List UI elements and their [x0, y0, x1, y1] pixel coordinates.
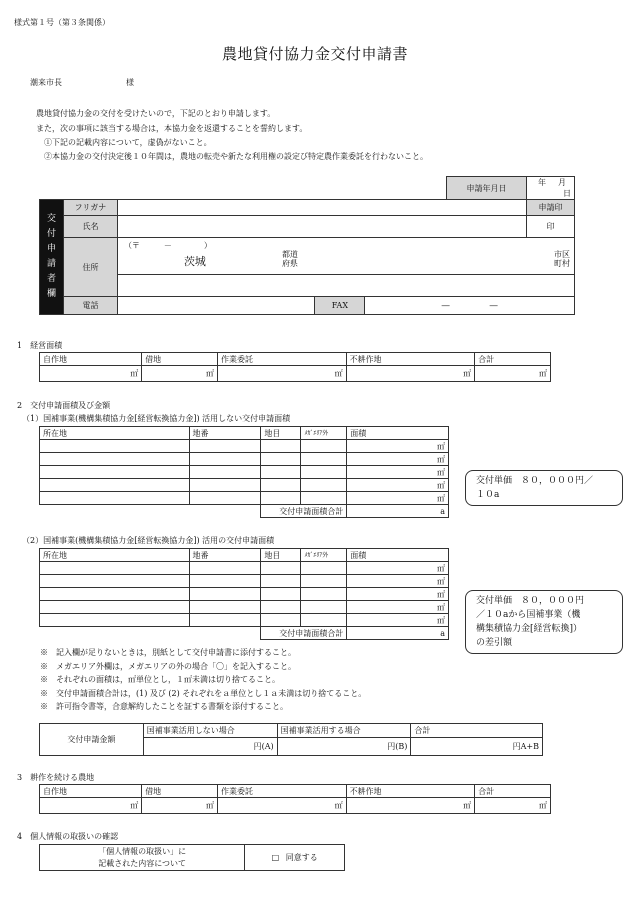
- sec4-heading: 4 個人情報の取扱いの確認: [17, 832, 119, 841]
- area-field[interactable]: ㎡: [347, 492, 449, 505]
- fax-field[interactable]: ― ―: [365, 297, 575, 315]
- applicant-table: [39, 176, 575, 315]
- parcel-table-2: [39, 548, 449, 640]
- amount-col-with: 国補事業活用する場合: [277, 724, 411, 738]
- applicant-side-label: 交付申請者欄: [40, 200, 64, 315]
- intro-line-4: ②本協力金の交付決定後１０年間は，農地の転売や新たな利用権の設定び特定農作業委託を行わないこと。: [44, 152, 428, 161]
- area-field[interactable]: ㎡: [218, 366, 347, 382]
- continued-farmland-table: [39, 784, 551, 814]
- unit-price-note-2: 交付単価 ８０，０００円 ／１０aから国補事業（機 構集積協力金[経営転換]） の差引額: [465, 590, 623, 654]
- area-field[interactable]: ㎡: [347, 588, 449, 601]
- addressee-honorific: 様: [126, 78, 134, 87]
- furigana-label: フリガナ: [63, 200, 117, 216]
- fax-label: FAX: [315, 297, 365, 315]
- total-label-2: 交付申請面積合計: [261, 627, 347, 640]
- todofuken-label: 都道 府県: [281, 250, 298, 268]
- area-field[interactable]: ㎡: [218, 798, 347, 814]
- area-field[interactable]: ㎡: [347, 614, 449, 627]
- area-field[interactable]: ㎡: [347, 440, 449, 453]
- sec2-sub2: （2）国補事業(機構集積協力金[経営転換協力金]) 活用の交付申請面積: [22, 536, 275, 545]
- area-field[interactable]: ㎡: [142, 366, 218, 382]
- total-label-1: 交付申請面積合計: [261, 505, 347, 518]
- area-field[interactable]: ㎡: [475, 798, 551, 814]
- col-jisakuchi: 自作地: [40, 353, 142, 366]
- area-field[interactable]: ㎡: [347, 466, 449, 479]
- amount-a-field[interactable]: 円(A): [143, 738, 277, 756]
- sec2-sub1: （1）国補事業(機構集積協力金[経営転換協力金]) 活用しない交付申請面積: [22, 414, 291, 423]
- total-field-2[interactable]: a: [347, 627, 449, 640]
- form-number: 様式第１号（第３条関係）: [14, 18, 110, 27]
- col-area: 面積: [347, 427, 449, 440]
- intro-line-3: ①下記の記載内容について，虚偽がないこと。: [44, 138, 212, 147]
- col-total: 合計: [475, 785, 551, 798]
- date-field[interactable]: 年 月 日: [527, 177, 575, 200]
- area-field[interactable]: ㎡: [347, 575, 449, 588]
- agree-label: 同意する: [285, 853, 318, 862]
- amount-total-field[interactable]: 円A+B: [411, 738, 543, 756]
- phone-field[interactable]: [117, 297, 314, 315]
- name-label: 氏名: [63, 216, 117, 238]
- date-label: 申請年月日: [447, 177, 527, 200]
- area-field[interactable]: ㎡: [40, 366, 142, 382]
- col-fukosakuchi: 不耕作地: [346, 353, 475, 366]
- area-field[interactable]: ㎡: [142, 798, 218, 814]
- area-field[interactable]: ㎡: [40, 798, 142, 814]
- col-lot: 地番: [189, 549, 261, 562]
- area-field[interactable]: ㎡: [346, 798, 475, 814]
- unit-price-note-1: 交付単価 ８０，０００円／ １０a: [465, 470, 623, 506]
- sec2-heading: 2 交付申請面積及び金額: [17, 401, 111, 410]
- area-field[interactable]: ㎡: [347, 479, 449, 492]
- col-category: 地目: [261, 427, 301, 440]
- intro-line-2: また，次の事項に該当する場合は，本協力金を返還することを誓約します。: [36, 124, 308, 133]
- privacy-table: [39, 844, 345, 871]
- phone-label: 電話: [63, 297, 117, 315]
- area-field[interactable]: ㎡: [346, 366, 475, 382]
- remarks: ※ 記入欄が足りないときは，別紙として交付申請書に添付すること。 ※ メガエリア外欄は，メガエリアの外の場合「〇」を記入すること。 ※ それぞれの面積は，㎡単位とし，１㎡未満は切り捨てること。 ※ 交付申請面積合計は，(1) 及び (2) それぞれをａ単位とし１ａ未満は切り捨てること。 ※ 許可指令書等，合意解約したことを証する書類を添付すること。: [40, 648, 367, 711]
- total-field-1[interactable]: a: [347, 505, 449, 518]
- col-total: 合計: [475, 353, 551, 366]
- address-field[interactable]: [117, 238, 574, 297]
- col-area: 面積: [347, 549, 449, 562]
- seal-label: 申請印: [527, 200, 575, 216]
- area-field[interactable]: ㎡: [475, 366, 551, 382]
- intro-line-1: 農地貸付協力金の交付を受けたいので，下記のとおり申請します。: [36, 109, 276, 118]
- col-outside-mega: ﾒｶﾞｴﾘｱ外: [301, 549, 347, 562]
- furigana-field[interactable]: [117, 200, 526, 216]
- privacy-agree[interactable]: [245, 845, 345, 871]
- amount-table: [39, 723, 543, 756]
- area-field[interactable]: ㎡: [347, 562, 449, 575]
- seal-mark: 印: [527, 216, 575, 238]
- col-lot: 地番: [189, 427, 261, 440]
- area-field[interactable]: ㎡: [347, 453, 449, 466]
- col-location: 所在地: [40, 427, 190, 440]
- shikuchoson-label: 市区 町村: [554, 250, 570, 268]
- col-shakuchi: 借地: [142, 785, 218, 798]
- col-jisakuchi: 自作地: [40, 785, 142, 798]
- col-location: 所在地: [40, 549, 190, 562]
- amount-col-without: 国補事業活用しない場合: [143, 724, 277, 738]
- amount-b-field[interactable]: 円(B): [277, 738, 411, 756]
- prefecture-name: 茨城: [183, 255, 206, 268]
- amount-label: 交付申請金額: [40, 724, 144, 756]
- sec3-heading: 3 耕作を続ける農地: [17, 773, 95, 782]
- col-category: 地目: [261, 549, 301, 562]
- amount-col-total: 合計: [411, 724, 543, 738]
- page-title: 農地貸付協力金交付申請書: [221, 45, 408, 63]
- col-fukosakuchi: 不耕作地: [346, 785, 475, 798]
- col-sagyo-itaku: 作業委託: [218, 785, 347, 798]
- col-shakuchi: 借地: [142, 353, 218, 366]
- management-area-table: [39, 352, 551, 382]
- name-field[interactable]: [117, 216, 526, 238]
- area-field[interactable]: ㎡: [347, 601, 449, 614]
- postal-code: （〒 － ）: [123, 241, 212, 250]
- agree-checkbox[interactable]: □: [271, 853, 280, 862]
- privacy-label: 「個人情報の取扱い」に 記載された内容について: [40, 845, 245, 871]
- addressee-name: 潮来市長: [30, 78, 62, 87]
- col-sagyo-itaku: 作業委託: [218, 353, 347, 366]
- parcel-table-1: [39, 426, 449, 518]
- address-label: 住所: [63, 238, 117, 297]
- sec1-heading: 1 経営面積: [17, 341, 63, 350]
- col-outside-mega: ﾒｶﾞｴﾘｱ外: [301, 427, 347, 440]
